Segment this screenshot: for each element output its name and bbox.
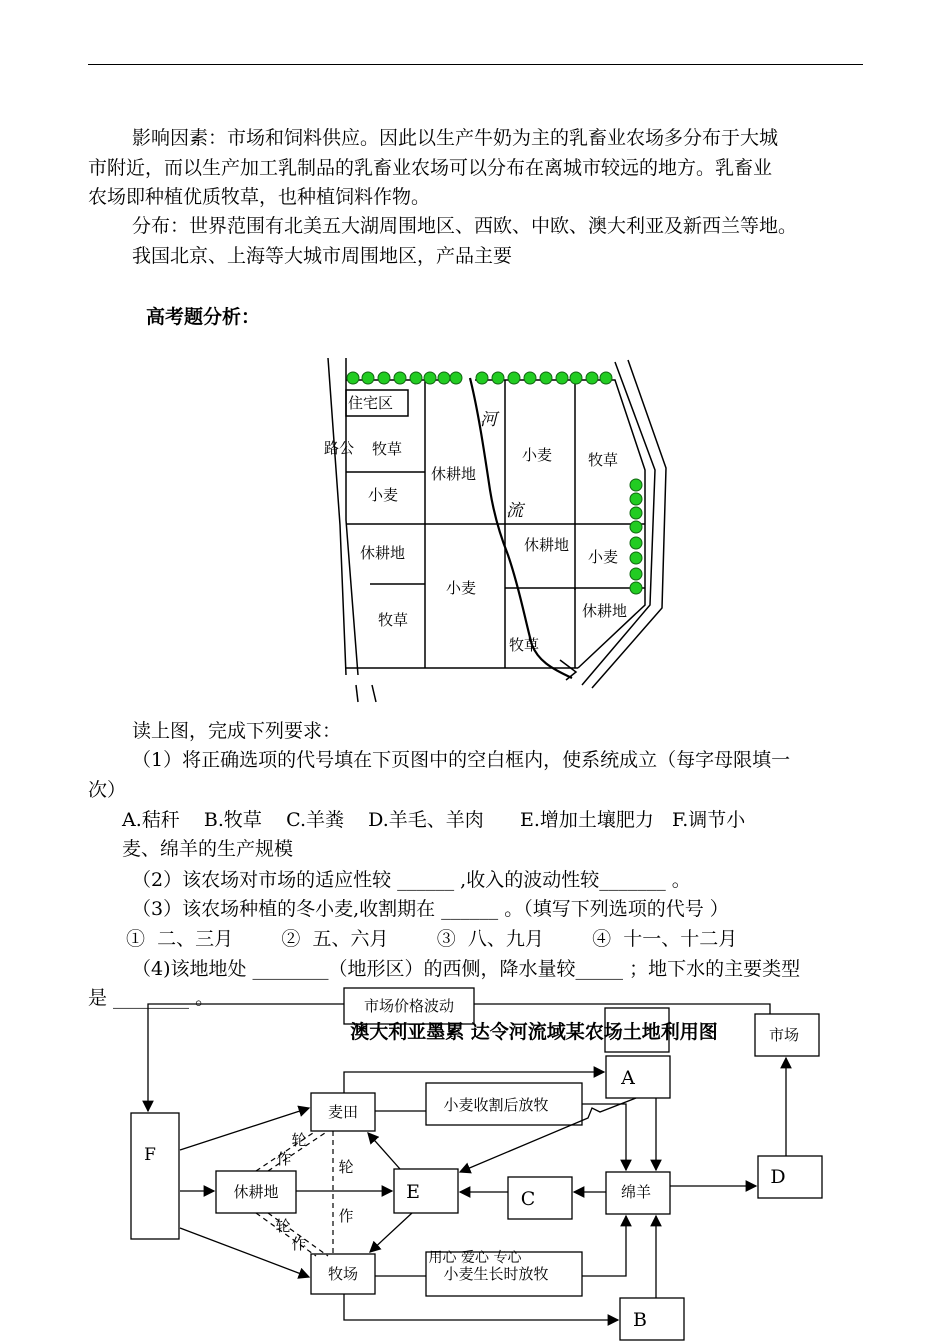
box-A <box>606 1056 670 1098</box>
intro-line-3: 农场即种植优质牧草，也种植饲料作物。 <box>88 186 431 208</box>
label-pasture-2: 牧草 <box>588 451 619 469</box>
label-A: A <box>621 1067 635 1089</box>
intro-line-5: 我国北京、上海等大城市周围地区，产品主要 <box>132 245 513 267</box>
q1-line-2: 次） <box>88 779 127 801</box>
box-C <box>508 1177 572 1219</box>
label-rotation-2b: 作 <box>338 1207 354 1225</box>
label-rotation-2a: 轮 <box>338 1158 354 1176</box>
label-wheat-2: 小麦 <box>522 446 553 464</box>
farm-map <box>310 350 670 710</box>
label-rotation-3b: 作 <box>291 1235 307 1253</box>
label-fallow-4: 休耕地 <box>582 602 628 620</box>
label-B: B <box>633 1309 647 1331</box>
label-C: C <box>520 1188 536 1210</box>
intro-line-2: 市附近，而以生产加工乳制品的乳畜业农场可以分布在离城市较远的地方。乳畜业 <box>88 157 773 179</box>
label-pasture-1: 牧草 <box>372 440 403 458</box>
label-E: E <box>406 1181 420 1203</box>
box-E <box>394 1169 458 1213</box>
q4-line-1: （4)该地地处 ________（地形区）的西侧，降水量较_____ ；地下水的主要类型 <box>132 958 801 980</box>
label-sheep: 绵羊 <box>620 1183 652 1201</box>
q1-line-1: （1）将正确选项的代号填在下页图中的空白框内，使系统成立（每字母限填一 <box>132 749 791 771</box>
label-rotation-1a: 轮 <box>291 1131 307 1149</box>
label-rotation-1b: 作 <box>276 1150 292 1168</box>
label-wheat-3: 小麦 <box>446 579 477 597</box>
label-fallow-1: 休耕地 <box>431 465 477 483</box>
options-line-2: 麦、绵羊的生产规模 <box>122 838 294 860</box>
trees-right <box>630 479 642 594</box>
label-fallow-2: 休耕地 <box>360 544 406 562</box>
label-market: 市场 <box>768 1026 800 1044</box>
label-graze-after: 小麦收割后放牧 <box>443 1096 549 1114</box>
flow-diagram <box>0 980 950 1342</box>
q2: （2）该农场对市场的适应性较 ______ ,收入的波动性较_______ 。 <box>132 869 691 891</box>
label-D: D <box>770 1166 786 1188</box>
label-residential: 住宅区 <box>348 394 394 412</box>
label-river-2: 流 <box>506 501 523 521</box>
q3: （3）该农场种植的冬小麦,收割期在 ______ 。（填写下列选项的代号 ） <box>132 898 729 920</box>
questions-lead: 读上图，完成下列要求： <box>132 720 342 742</box>
q4-line-2: 是 ________ 。 <box>88 987 215 1009</box>
intro-line-4: 分布：世界范围有北美五大湖周围地区、西欧、中欧、澳大利亚及新西兰等地。 <box>132 215 798 237</box>
section-title: 高考题分析： <box>146 306 261 328</box>
label-river-1: 河 <box>480 410 497 430</box>
label-F: F <box>144 1145 156 1165</box>
label-wheat-1: 小麦 <box>368 486 399 504</box>
label-wheat-field: 麦田 <box>327 1103 359 1121</box>
intro-line-1: 影响因素：市场和饲料供应。因此以生产牛奶为主的乳畜业农场多分布于大城 <box>132 127 779 149</box>
box-D <box>758 1156 822 1198</box>
label-graze-during: 小麦生长时放牧 <box>443 1265 549 1283</box>
box-B <box>620 1298 684 1340</box>
diagram-caption: 澳大利亚墨累 达令河流域某农场土地利用图 <box>350 1021 718 1043</box>
label-rotation-3a: 轮 <box>275 1217 291 1235</box>
trees-top <box>347 372 612 384</box>
label-fallow: 休耕地 <box>233 1183 279 1201</box>
options-line-1: A.秸秆 B.牧草 C.羊粪 D.羊毛、羊肉 E.增加土壤肥力 F.调节小 <box>122 809 746 831</box>
label-wheat-4: 小麦 <box>588 548 619 566</box>
label-fallow-3: 休耕地 <box>524 536 570 554</box>
footer-motto: 用心 爱心 专心 <box>428 1250 522 1266</box>
label-pasture-3: 牧草 <box>378 611 409 629</box>
label-market-fluctuation: 市场价格波动 <box>363 997 455 1015</box>
box-F <box>131 1113 179 1239</box>
q3-options: ① 二、三月 ② 五、六月 ③ 八、九月 ④ 十一、十二月 <box>126 928 738 950</box>
label-pasture-4: 牧草 <box>509 636 540 654</box>
header-rule <box>88 64 863 65</box>
label-road: 路公 <box>324 439 355 457</box>
label-pasture: 牧场 <box>327 1265 359 1283</box>
